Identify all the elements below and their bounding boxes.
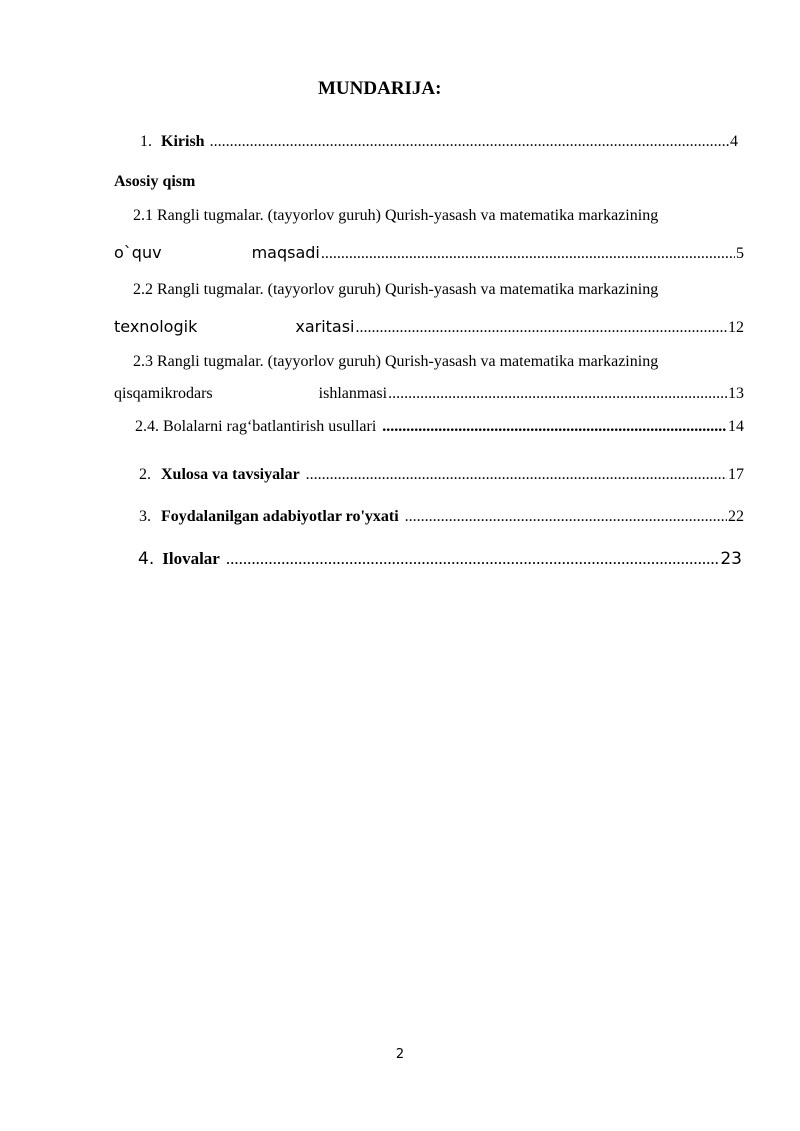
page-title: MUNDARIJA: [318,78,442,99]
toc-page-number: 4 [730,133,738,150]
toc-leader-dots [210,134,729,150]
toc-page-number: 14 [728,418,744,435]
toc-word: ishlanmasi [318,385,388,402]
toc-page-number: 22 [728,508,744,525]
toc-leader-dots [388,386,727,402]
toc-page-number: 17 [728,466,744,483]
toc-leader-dots [356,320,728,336]
toc-leader-dots [405,509,727,525]
page-number: 2 [395,1047,405,1062]
toc-number: 4. [138,549,155,569]
toc-number: 1. [140,133,152,150]
toc-label: Ilovalar [162,549,220,568]
toc-page-number: 13 [728,385,744,402]
toc-entry-2-3-line1: 2.3 Rangli tugmalar. (tayyorlov guruh) Qurish-yasash va matematika markazining [133,353,659,370]
toc-entry-appendix [138,549,742,569]
toc-leader-dots [382,419,727,435]
toc-entry-literature [139,508,744,526]
toc-entry-2-4 [135,418,744,436]
toc-label: Bolalarni rag‘batlantirish usullari [163,418,377,435]
toc-label: Kirish [161,133,205,150]
toc-leader-dots [321,246,735,262]
toc-entry-intro [140,133,738,151]
toc-word: qisqamikrodars [114,385,213,402]
toc-page-number: 5 [736,245,744,262]
toc-leader-dots [306,467,727,483]
toc-entry-2-3-line2 [114,385,744,403]
toc-page-number: 12 [728,319,744,336]
toc-word: o`quv [114,243,162,262]
toc-word: xaritasi [295,317,355,336]
toc-entry-2-1-line1: 2.1 Rangli tugmalar. (tayyorlov guruh) Qurish-yasash va matematika markazining [133,207,659,224]
toc-page-number: 23 [720,549,742,569]
toc-word: texnologik [114,317,198,336]
toc-entry-conclusion [139,466,744,484]
toc-entry-2-2-line2 [114,317,744,337]
toc-word: maqsadi [251,243,320,262]
section-heading: Asosiy qism [114,173,196,190]
toc-entry-2-1-line2 [114,243,744,263]
toc-number: 3. [139,508,151,525]
toc-label: Foydalanilgan adabiyotlar ro'yxati [161,508,399,525]
toc-number: 2. [139,466,151,483]
toc-number: 2.4. [135,418,159,435]
toc-entry-2-2-line1: 2.2 Rangli tugmalar. (tayyorlov guruh) Qurish-yasash va matematika markazining [133,281,659,298]
toc-leader-dots [226,550,720,567]
toc-label: Xulosa va tavsiyalar [161,466,300,483]
